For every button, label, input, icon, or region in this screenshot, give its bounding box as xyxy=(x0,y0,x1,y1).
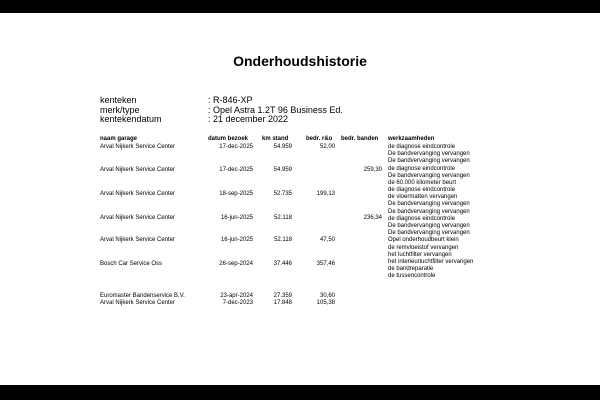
work-line: De bandvervanging vervangen xyxy=(388,230,470,237)
header-work: werkzaamheden xyxy=(388,136,435,142)
work-line: de diagnose eindcontrole xyxy=(388,165,456,172)
merk-label: merk/type xyxy=(100,104,140,115)
cell-garage: Arval Nijkerk Service Center xyxy=(100,237,176,243)
kenteken-value: : R-846-XP xyxy=(208,95,253,105)
work-line: het interieurluchtfilter vervangen xyxy=(388,258,474,265)
merk-value: : Opel Astra 1.2T 96 Business Ed. xyxy=(208,104,343,115)
cell-garage: Bosch Car Service Oss xyxy=(100,261,163,267)
work-line: de diagnose eindcontrole xyxy=(388,187,456,194)
work-line: Opel onderhoudbeurt klein xyxy=(388,237,459,244)
work-line: de bandreparatie xyxy=(388,266,434,273)
work-line: de diagnose eindcontrole xyxy=(388,144,456,150)
work-line: de vloermatten vervangen xyxy=(388,194,458,201)
work-line: de remvloeistof vervangen xyxy=(388,244,459,251)
cell-garage: Euromaster Bandenservice B.V. xyxy=(100,293,185,299)
cell-ro: 357,46 xyxy=(316,261,335,267)
header-ro: bedr. r&o xyxy=(306,136,333,142)
cell-date: 16-jun-2025 xyxy=(220,215,253,221)
header-km: km stand xyxy=(262,136,289,142)
cell-band: 236,34 xyxy=(363,215,382,221)
cell-date: 26-sep-2024 xyxy=(219,261,253,267)
header-banden: bedr. banden xyxy=(341,136,379,142)
vehicle-info xyxy=(100,96,343,125)
cell-garage: Arval Nijkerk Service Center xyxy=(100,215,176,221)
header-date: datum bezoek xyxy=(208,136,249,142)
cell-garage: Arval Nijkerk Service Center xyxy=(100,300,176,306)
work-line: De bandvervanging vervangen xyxy=(388,158,470,165)
cell-km: 52.735 xyxy=(273,191,292,197)
cell-km: 37.446 xyxy=(273,261,292,267)
cell-ro: 52,00 xyxy=(319,144,335,150)
kentekendatum-row xyxy=(100,115,343,125)
document-page xyxy=(0,13,600,385)
cell-km: 17.848 xyxy=(273,300,292,306)
work-line: het luchtfilter vervangen xyxy=(388,251,452,258)
cell-garage: Arval Nijkerk Service Center xyxy=(100,167,176,173)
cell-ro: 30,60 xyxy=(319,293,335,299)
kentekendatum-label: kentekendatum xyxy=(100,114,162,124)
cell-km: 52.118 xyxy=(274,237,292,243)
cell-date: 23-apr-2024 xyxy=(220,293,253,299)
cell-ro: 199,13 xyxy=(316,191,335,197)
kentekendatum-value: : 21 december 2022 xyxy=(208,114,289,124)
work-line: de 60.000 kilometer beurt xyxy=(388,179,457,186)
work-line: De bandvervanging vervangen xyxy=(388,172,470,179)
cell-ro: 47,50 xyxy=(319,237,335,243)
cell-date: 17-dec-2025 xyxy=(219,144,253,150)
work-line: De bandvervanging vervangen xyxy=(388,208,470,215)
work-line: De bandvervanging vervangen xyxy=(388,222,470,229)
work-line: De bandvervanging vervangen xyxy=(388,151,470,158)
kenteken-label: kenteken xyxy=(100,95,137,105)
cell-km: 27.359 xyxy=(273,293,292,299)
page-title: Onderhoudshistorie xyxy=(233,53,367,69)
work-line: De bandvervanging vervangen xyxy=(388,201,470,208)
cell-date: 18-sep-2025 xyxy=(219,191,253,197)
work-line: de diagnose eindcontrole xyxy=(388,215,456,222)
cell-garage: Arval Nijkerk Service Center xyxy=(100,191,176,197)
cell-km: 54.959 xyxy=(273,167,292,173)
cell-date: 17-dec-2025 xyxy=(219,167,253,173)
work-line: de tussencontrole xyxy=(388,273,436,280)
cell-date: 7-dec-2023 xyxy=(222,300,253,306)
cell-ro: 105,38 xyxy=(316,300,335,306)
cell-date: 16-jun-2025 xyxy=(220,237,253,243)
cell-band: 259,30 xyxy=(363,167,382,173)
cell-km: 54.959 xyxy=(273,144,292,150)
cell-garage: Arval Nijkerk Service Center xyxy=(100,144,176,150)
header-garage: naam garage xyxy=(100,136,138,142)
cell-km: 52.118 xyxy=(274,215,292,221)
